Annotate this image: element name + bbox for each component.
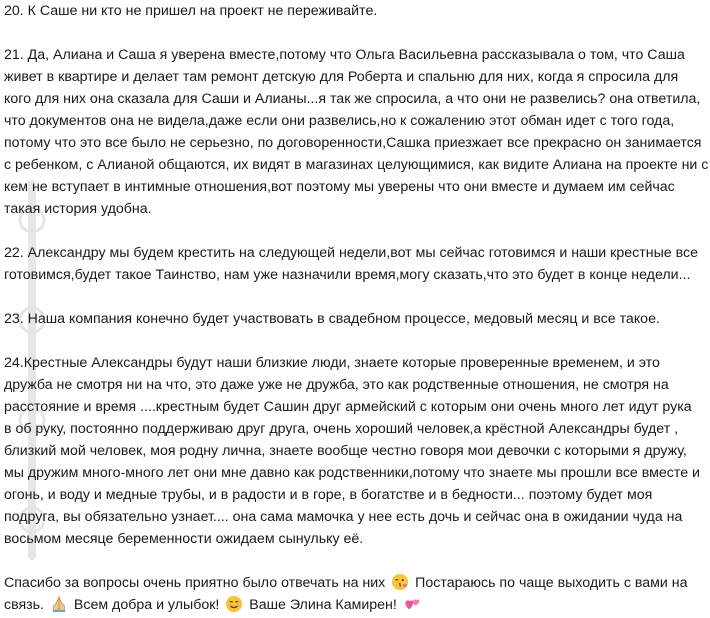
paragraph-23 (4, 308, 704, 330)
text-line: близкий мой человек, моя родну лична, знаете вообще честно говоря мои девочки с которыми я дружу, (4, 443, 687, 459)
closing-text: Постараюсь по чаще выходить с вами на (415, 575, 688, 591)
paragraph-21 (4, 44, 709, 220)
text-line: 21. Да, Алиана и Саша я уверена вместе,потому что Ольга Васильевна рассказывала о том, что Саша (4, 47, 685, 63)
text-line: мы дружим много-много лет они мне давно как родственники,потому что знаете мы прошли все вместе и (4, 465, 700, 481)
text-line: кого для них она сказала для Саши и Алианы...я так же спросила, а что они не развелись? она ответила, (4, 91, 701, 107)
text-line: восьмом месяце беременности ожидаем сынульку её. (4, 531, 364, 547)
text-line: 20. К Саше ни кто не пришел на проект не переживайте. (4, 3, 378, 19)
text-line: дружба не смотря ни на что, это даже уже не дружба, это как родственные отношения, не смотря на (4, 377, 669, 393)
smiling-face-emoji-icon (225, 595, 243, 613)
text-line: огонь, и воду и медные трубы, и в радости и в горе, в богатстве и в бедности... поэтому будет моя (4, 487, 653, 503)
text-line: 22. Александру мы будем крестить на следующей недели,вот мы сейчас готовимся и наши крестные все (4, 245, 698, 261)
closing-line-2 (4, 594, 704, 616)
closing-text: связь. (4, 597, 44, 613)
text-line: потому что это все было не серьезно, по договоренности,Сашка приезжает все прекрасно он занимается (4, 135, 702, 151)
document-body (4, 0, 709, 616)
praying-hands-emoji-icon (50, 595, 68, 613)
kissing-face-emoji-icon (391, 573, 409, 591)
paragraph-24 (4, 352, 704, 550)
text-line: такая история удобна. (4, 201, 152, 217)
text-line: живет в квартире и делает там ремонт детскую для Роберта и спальню для них, когда я спросила для (4, 69, 679, 85)
text-line: кем не вступает в интимные отношения,вот поэтому мы уверены что они вместе и думаем им сейчас (4, 179, 675, 195)
paragraph-22 (4, 242, 704, 286)
text-line: 24.Крестные Александры будут наши близкие люди, знаете которые проверенные временем, и это (4, 355, 660, 371)
text-line: что документов она не видела,даже если они развелись,но к сожалению этот обман идет с того года, (4, 113, 675, 129)
text-line: 23. Наша компания конечно будет участвовать в свадебном процессе, медовый месяц и все такое. (4, 311, 660, 327)
closing-text: Спасибо за вопросы очень приятно было отвечать на них (4, 575, 386, 591)
text-line: в об руку, постоянно поддерживаю друг друга, очень хороший человек,а крёстной Александры будет , (4, 421, 679, 437)
closing-text: Всем добра и улыбок! (73, 597, 220, 613)
paragraph-20 (4, 0, 704, 22)
text-line: с ребенком, с Алианой общаются, их видят в магазинах целующимися, как видите Алиана на проекте ни с (4, 157, 709, 173)
text-line: готовимся,будет такое Таинство, нам уже назначили время,могу сказать,что это будет в конце недели... (4, 267, 691, 283)
text-line: подруга, вы обязательно узнает.... она сама мамочка у нее есть дочь и сейчас она в ожидании чуда на (4, 509, 683, 525)
text-line: расстояние и время ....крестным будет Сашин друг армейский с которым они очень много лет идут рука (4, 399, 692, 415)
closing-paragraph (4, 572, 704, 616)
two-hearts-emoji-icon (403, 595, 421, 613)
closing-text: Ваше Элина Камирен! (249, 597, 397, 613)
closing-line-1 (4, 572, 704, 594)
